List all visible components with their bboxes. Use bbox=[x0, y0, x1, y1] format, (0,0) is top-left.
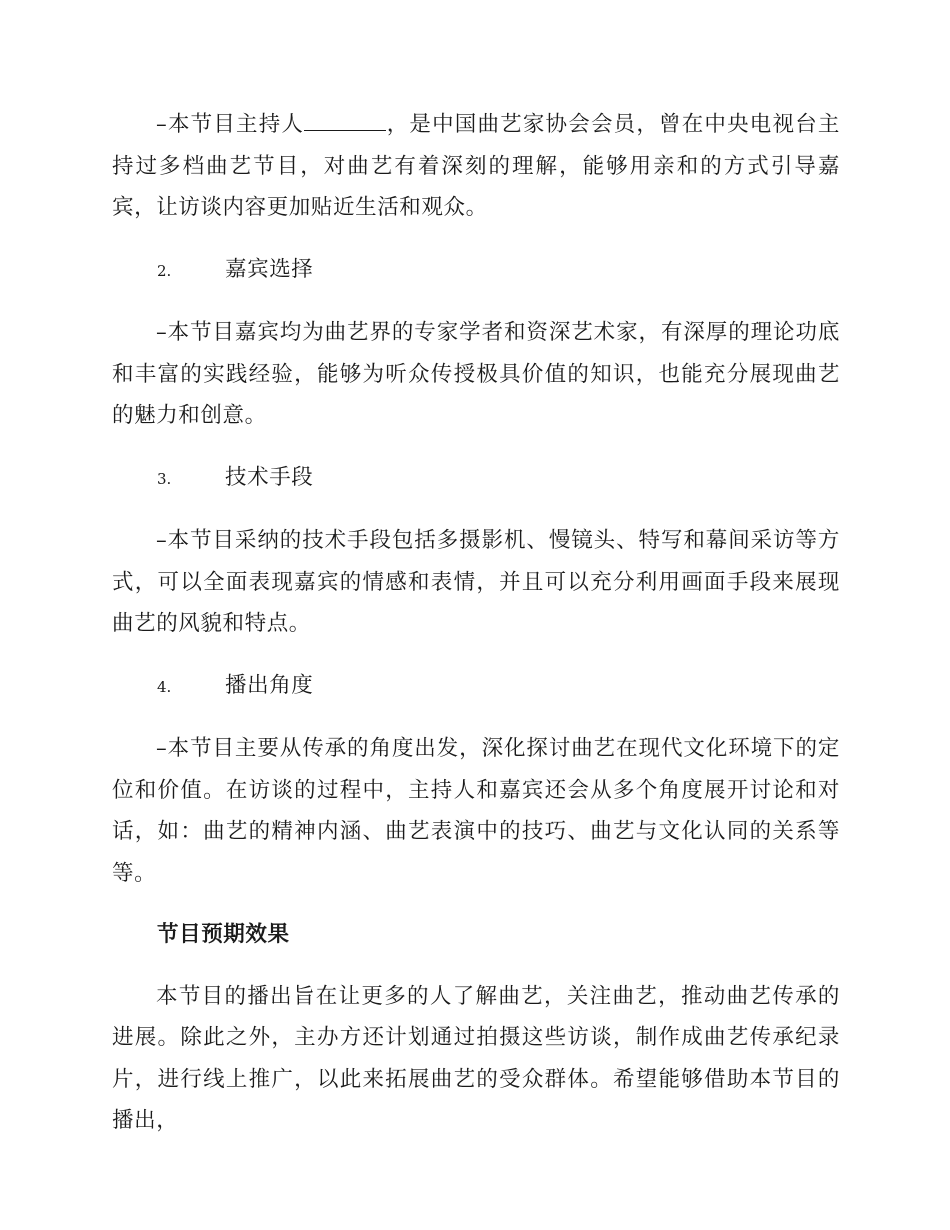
host-text-after: ，是中国曲艺家协会会员，曾在中央电视台主持过多档曲艺节目，对曲艺有着深刻的理解，能够用亲和的方式引导嘉宾，让访谈内容更加贴近生活和观众。 bbox=[112, 112, 840, 220]
section-heading: 节目预期效果 bbox=[157, 922, 290, 947]
list-item-title: 嘉宾选择 bbox=[225, 256, 314, 282]
list-item-title: 技术手段 bbox=[225, 464, 314, 490]
list-item-title: 播出角度 bbox=[225, 672, 314, 698]
list-item-angle bbox=[112, 665, 840, 709]
list-item-guests bbox=[112, 249, 840, 293]
list-item-number: 2. bbox=[157, 261, 172, 280]
angle-paragraph: –本节目主要从传承的角度出发，深化探讨曲艺在现代文化环境下的定位和价值。在访谈的过程中，主持人和嘉宾还会从多个角度展开讨论和对话，如：曲艺的精神内涵、曲艺表演中的技巧、曲艺与文化认同的关系等等。 bbox=[112, 736, 840, 886]
host-text-before: –本节目主持人 bbox=[156, 112, 305, 137]
host-name-blank bbox=[304, 110, 386, 131]
effect-paragraph: 本节目的播出旨在让更多的人了解曲艺，关注曲艺，推动曲艺传承的进展。除此之外，主办方还计划通过拍摄这些访谈，制作成曲艺传承纪录片，进行线上推广，以此来拓展曲艺的受众群体。希望能够借助本节目的播出， bbox=[112, 983, 840, 1133]
host-paragraph bbox=[112, 104, 840, 229]
guests-paragraph: –本节目嘉宾均为曲艺界的专家学者和资深艺术家，有深厚的理论功底和丰富的实践经验，能够为听众传授极具价值的知识，也能充分展现曲艺的魅力和创意。 bbox=[112, 320, 840, 428]
list-item-number: 4. bbox=[157, 677, 172, 696]
tech-paragraph: –本节目采纳的技术手段包括多摄影机、慢镜头、特写和幕间采访等方式，可以全面表现嘉宾的情感和表情，并且可以充分利用画面手段来展现曲艺的风貌和特点。 bbox=[112, 528, 840, 636]
list-item-number: 3. bbox=[157, 469, 172, 488]
list-item-tech bbox=[112, 457, 840, 501]
